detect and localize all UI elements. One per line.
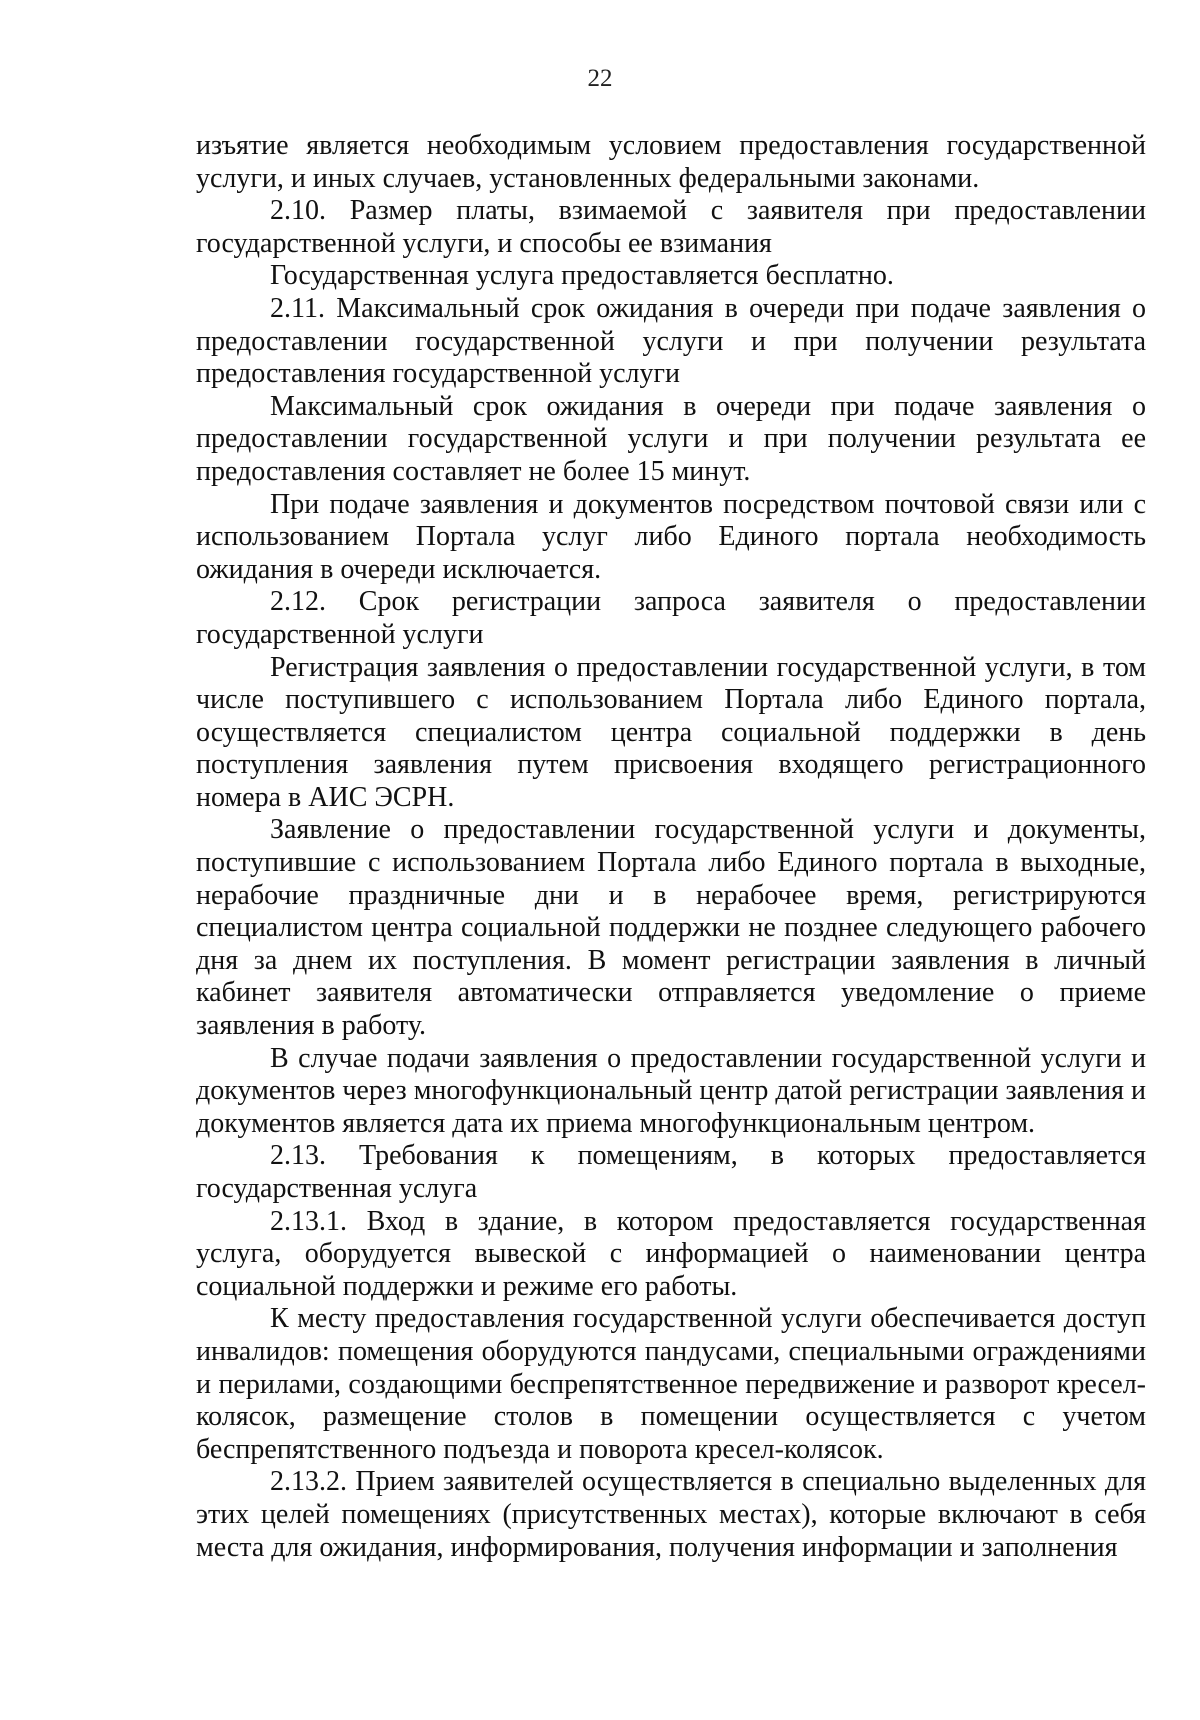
paragraph-continuation: изъятие является необходимым условием предоставления государственной услуги, и иных случаев, установленных федеральными законами. xyxy=(196,130,1146,194)
paragraph: В случае подачи заявления о предоставлении государственной услуги и документов через многофункциональный центр датой регистрации заявления и документов является дата их приема многофункциональным центром. xyxy=(196,1042,1146,1139)
paragraph: При подаче заявления и документов посредством почтовой связи или с использованием Портала услуг либо Единого портала необходимость ожидания в очереди исключается. xyxy=(196,488,1146,585)
section-heading-2-10: 2.10. Размер платы, взимаемой с заявителя при предоставлении государственной услуги, и способы ее взимания xyxy=(196,195,1146,259)
section-2-13-2: 2.13.2. Прием заявителей осуществляется в специально выделенных для этих целей помещениях (присутственных местах), которые включают в себя места для ожидания, информирования, получения информации и заполнения xyxy=(196,1466,1146,1563)
paragraph: Государственная услуга предоставляется бесплатно. xyxy=(270,260,894,292)
section-heading-2-12: 2.12. Срок регистрации запроса заявителя о предоставлении государственной услуги xyxy=(196,586,1146,650)
section-heading-2-11: 2.11. Максимальный срок ожидания в очереди при подаче заявления о предоставлении государственной услуги и при получении результата предоставления государственной услуги xyxy=(196,292,1146,390)
paragraph: Максимальный срок ожидания в очереди при подаче заявления о предоставлении государственной услуги и при получении результата ее предоставления составляет не более 15 минут. xyxy=(196,390,1146,487)
section-heading-2-13: 2.13. Требования к помещениям, в которых предоставляется государственная услуга xyxy=(196,1140,1146,1204)
document-body xyxy=(196,130,1146,1564)
page-number: 22 xyxy=(587,65,613,92)
paragraph: К месту предоставления государственной услуги обеспечивается доступ инвалидов: помещения оборудуются пандусами, специальными ограждениями и перилами, создающими беспрепятственное передвижение и разворот кресел-колясок, размещение столов в помещении осуществляется с учетом беспрепятственного подъезда и поворота кресел-колясок. xyxy=(196,1303,1146,1465)
paragraph: Регистрация заявления о предоставлении государственной услуги, в том числе поступившего с использованием Портала либо Единого портала, осуществляется специалистом центра социальной поддержки в день поступления заявления путем присвоения входящего регистрационного номера в АИС ЭСРН. xyxy=(196,651,1146,813)
section-2-13-1: 2.13.1. Вход в здание, в котором предоставляется государственная услуга, оборудуется вывеской с информацией о наименовании центра социальной поддержки и режиме его работы. xyxy=(196,1205,1146,1302)
paragraph: Заявление о предоставлении государственной услуги и документы, поступившие с использованием Портала либо Единого портала в выходные, нерабочие праздничные дни и в нерабочее время, регистрируются специалистом центра социальной поддержки не позднее следующего рабочего дня за днем их поступления. В момент регистрации заявления в личный кабинет заявителя автоматически отправляется уведомление о приеме заявления в работу. xyxy=(196,814,1146,1042)
